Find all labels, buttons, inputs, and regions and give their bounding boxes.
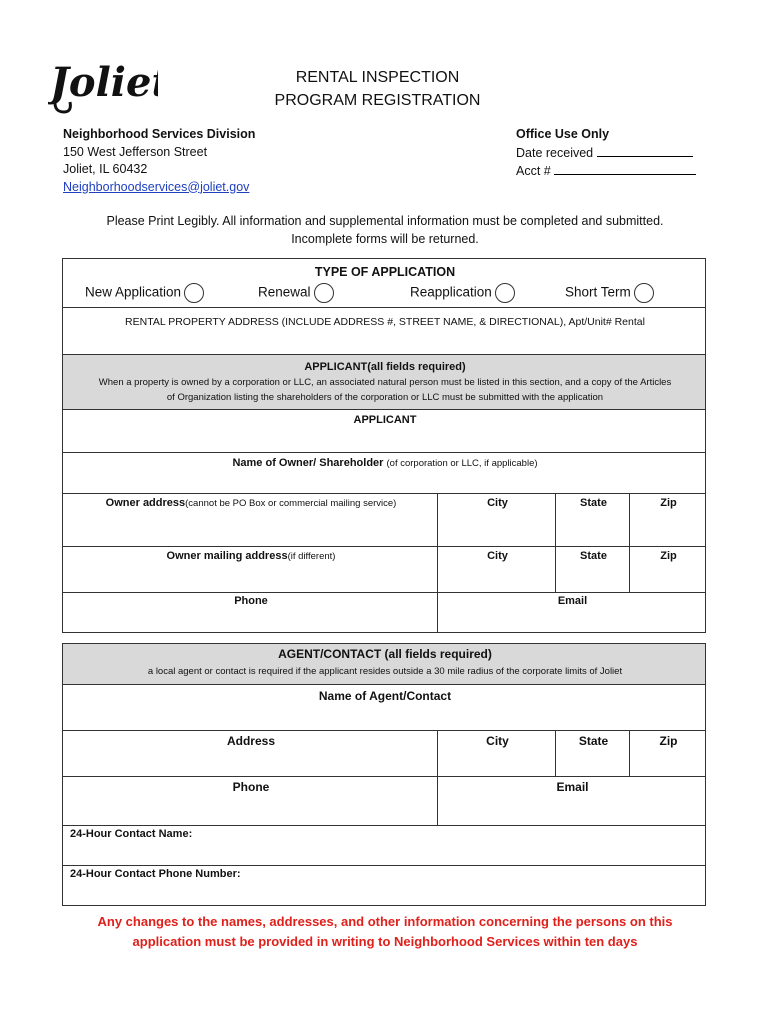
option-renewal-label: Renewal bbox=[258, 284, 311, 300]
option-renewal[interactable] bbox=[258, 283, 334, 303]
agent-note: a local agent or contact is required if the applicant resides outside a 30 mile radius of the corporate limits of Joliet bbox=[147, 666, 623, 677]
agent-header bbox=[62, 643, 706, 685]
agent-state-field[interactable] bbox=[555, 730, 630, 777]
owner-name-label-row bbox=[63, 457, 707, 469]
owner-email-label: Email bbox=[557, 595, 588, 607]
owner-state-label: State bbox=[580, 497, 607, 509]
applicant-header bbox=[62, 354, 706, 410]
owner-name-field[interactable] bbox=[62, 452, 706, 494]
date-received-field[interactable] bbox=[597, 144, 693, 157]
notice-line-1: Please Print Legibly. All information and supplemental information must be completed and submitted. bbox=[106, 214, 664, 228]
agent-name-field[interactable] bbox=[62, 684, 706, 731]
footer-warning-line-1: Any changes to the names, addresses, and other information concerning the persons on this bbox=[97, 914, 673, 929]
acct-label: Acct # bbox=[516, 164, 551, 178]
footer-warning-line-2: application must be provided in writing to Neighborhood Services within ten days bbox=[132, 934, 638, 949]
radio-short-term[interactable] bbox=[634, 283, 654, 303]
instructions-notice bbox=[60, 212, 710, 248]
owner-city-label: City bbox=[487, 497, 508, 509]
acct-field[interactable] bbox=[554, 162, 696, 175]
agent-state-label: State bbox=[578, 734, 609, 748]
division-street: 150 West Jefferson Street bbox=[63, 144, 208, 159]
mailing-zip-field[interactable] bbox=[629, 546, 706, 593]
agent-phone-label: Phone bbox=[232, 780, 270, 794]
option-new-application[interactable] bbox=[85, 283, 204, 303]
agent-phone-field[interactable] bbox=[62, 776, 438, 826]
agent-email-field[interactable] bbox=[437, 776, 706, 826]
mailing-address-label-row bbox=[63, 550, 439, 562]
applicant-label: APPLICANT bbox=[353, 414, 417, 426]
agent-zip-label: Zip bbox=[659, 734, 678, 748]
applicant-note-2: of Organization listing the shareholders of the corporation or LLC must be submitted with the application bbox=[166, 392, 604, 403]
owner-address-note: (cannot be PO Box or commercial mailing service) bbox=[185, 498, 397, 509]
title-line-1: RENTAL INSPECTION bbox=[295, 69, 460, 86]
rental-address-label: RENTAL PROPERTY ADDRESS (INCLUDE ADDRESS #, STREET NAME, & DIRECTIONAL), Apt/Unit# Rental bbox=[125, 316, 645, 328]
agent-heading: AGENT/CONTACT (all fields required) bbox=[278, 647, 492, 661]
option-short-term[interactable] bbox=[565, 283, 654, 303]
date-received-label: Date received bbox=[516, 145, 594, 160]
option-reapplication[interactable] bbox=[410, 283, 515, 303]
contact-phone-field[interactable] bbox=[62, 865, 706, 906]
rental-address-field[interactable] bbox=[62, 307, 706, 355]
contact-phone-label: 24-Hour Contact Phone Number: bbox=[70, 868, 241, 880]
contact-name-label: 24-Hour Contact Name: bbox=[70, 828, 193, 840]
owner-email-field[interactable] bbox=[437, 592, 706, 633]
type-of-application-box bbox=[62, 258, 706, 308]
page-title bbox=[240, 66, 515, 112]
division-city: Joliet, IL 60432 bbox=[63, 162, 148, 176]
division-address bbox=[63, 126, 255, 196]
agent-city-field[interactable] bbox=[437, 730, 556, 777]
owner-name-note: (of corporation or LLC, if applicable) bbox=[386, 458, 538, 469]
radio-new[interactable] bbox=[184, 283, 204, 303]
owner-zip-field[interactable] bbox=[629, 493, 706, 547]
option-short-term-label: Short Term bbox=[565, 284, 631, 300]
owner-name-label: Name of Owner/ Shareholder bbox=[232, 457, 384, 469]
mailing-zip-label: Zip bbox=[660, 550, 677, 562]
mailing-state-field[interactable] bbox=[555, 546, 630, 593]
owner-address-label: Owner address bbox=[105, 497, 186, 509]
applicant-note-1: When a property is owned by a corporation or LLC, an associated natural person must be listed in this section, and a copy of the Articles bbox=[98, 377, 672, 388]
applicant-field[interactable] bbox=[62, 409, 706, 453]
radio-renewal[interactable] bbox=[314, 283, 334, 303]
owner-address-field[interactable] bbox=[62, 493, 438, 547]
type-heading: TYPE OF APPLICATION bbox=[314, 265, 456, 279]
option-new-label: New Application bbox=[85, 284, 182, 300]
division-email-link[interactable]: Neighborhoodservices@joliet.gov bbox=[63, 179, 250, 194]
owner-zip-label: Zip bbox=[660, 497, 677, 509]
joliet-logo bbox=[48, 52, 158, 118]
agent-zip-field[interactable] bbox=[629, 730, 706, 777]
agent-city-label: City bbox=[486, 734, 509, 748]
owner-city-field[interactable] bbox=[437, 493, 556, 547]
mailing-city-field[interactable] bbox=[437, 546, 556, 593]
contact-name-field[interactable] bbox=[62, 825, 706, 866]
mailing-address-field[interactable] bbox=[62, 546, 438, 593]
notice-line-2: Incomplete forms will be returned. bbox=[291, 232, 479, 246]
radio-reapplication[interactable] bbox=[495, 283, 515, 303]
mailing-state-label: State bbox=[580, 550, 607, 562]
division-name: Neighborhood Services Division bbox=[63, 127, 256, 141]
agent-name-label: Name of Agent/Contact bbox=[318, 689, 452, 703]
option-reapplication-label: Reapplication bbox=[410, 284, 492, 300]
owner-state-field[interactable] bbox=[555, 493, 630, 547]
mailing-address-label: Owner mailing address bbox=[166, 550, 288, 562]
footer-warning bbox=[60, 912, 710, 952]
office-use-block bbox=[516, 126, 696, 181]
title-line-2: PROGRAM REGISTRATION bbox=[274, 92, 481, 109]
applicant-heading: APPLICANT(all fields required) bbox=[304, 361, 466, 373]
mailing-city-label: City bbox=[487, 550, 508, 562]
mailing-address-note: (if different) bbox=[287, 551, 336, 562]
agent-email-label: Email bbox=[556, 780, 589, 794]
owner-phone-label: Phone bbox=[234, 595, 268, 607]
office-use-heading: Office Use Only bbox=[516, 127, 610, 141]
agent-address-label: Address bbox=[226, 734, 276, 748]
owner-address-label-row bbox=[63, 497, 439, 509]
owner-phone-field[interactable] bbox=[62, 592, 438, 633]
logo-text: Joliet bbox=[50, 59, 158, 106]
agent-address-field[interactable] bbox=[62, 730, 438, 777]
